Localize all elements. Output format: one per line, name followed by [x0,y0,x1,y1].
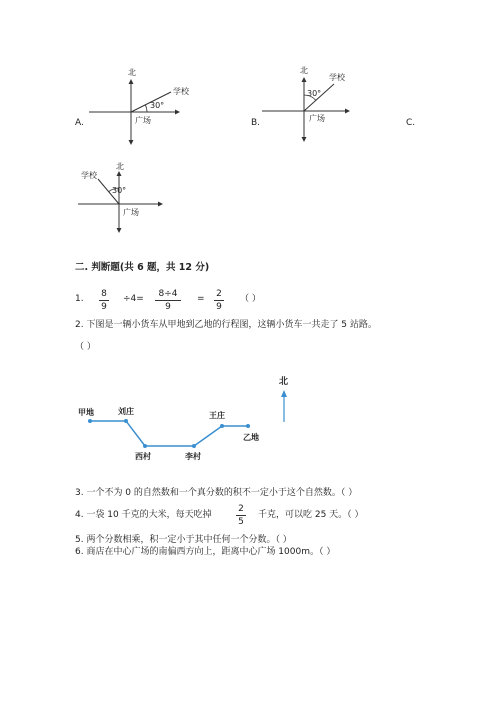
q2-answer-blank[interactable]: （ ） [75,342,96,352]
q2-text: 2. 下图是一辆小货车从甲地到乙地的行程图，这辆小货车一共走了 5 站路。 [75,320,377,330]
north-arrow-head [281,390,287,397]
section-title: 二. 判断题(共 6 题，共 12 分) [75,262,210,273]
angle-label: 30° [150,101,165,110]
numerator: 2 [216,289,222,299]
station-xicun: 西村 [135,452,151,461]
school-label: 学校 [173,87,189,96]
station-dot [246,424,250,428]
q4-fraction [236,504,246,527]
station-dot [220,424,224,428]
denominator: 9 [165,302,171,312]
station-licun: 李村 [185,452,201,461]
q4-text-b: 千克，可以吃 25 天。（ ） [258,510,364,520]
station-dot [124,419,128,423]
north-label: 北 [116,162,124,171]
q1-divide: ÷4= [123,294,144,304]
angle-label: 30° [112,186,127,195]
angle-label: 30° [307,89,322,98]
denominator: 5 [238,517,244,527]
station-wangzhuang: 王庄 [209,411,225,420]
option-c-letter[interactable]: C. [406,118,416,128]
station-dot [192,444,196,448]
question-3: 3. 一个不为 0 的自然数和一个真分数的积不一定小于这个自然数。（ ） [75,488,358,498]
numerator: 2 [238,504,244,514]
station-dot [143,444,147,448]
q1-number: 1. [75,294,84,304]
station-yidi: 乙地 [243,433,259,442]
q1-answer-blank[interactable]: （ ） [240,294,261,304]
route-line [90,421,248,446]
question-5: 5. 两个分数相乘，积一定小于其中任何一个分数。（ ） [75,535,292,545]
north-label: 北 [300,66,308,75]
numerator: 8 [101,289,107,299]
plaza-label: 广场 [135,116,151,125]
option-a-letter[interactable]: A. [75,118,84,128]
station-jiadi: 甲地 [78,408,94,417]
q1-equals: = [197,294,205,304]
station-liuzhuang: 刘庄 [118,407,134,416]
denominator: 9 [101,302,107,312]
plaza-label: 广场 [123,208,139,217]
denominator: 9 [216,302,222,312]
q4-text-a: 4. 一袋 10 千克的大米，每天吃掉 [75,510,212,520]
north-label: 北 [128,68,136,77]
option-b-letter[interactable]: B. [251,118,261,128]
school-label: 学校 [81,171,97,180]
school-label: 学校 [329,73,345,82]
question-6: 6. 商店在中心广场的南偏西方向上，距离中心广场 1000m。（ ） [75,547,336,557]
numerator: 8÷4 [158,289,178,299]
north-label: 北 [279,377,289,387]
station-dot [88,419,92,423]
plaza-label: 广场 [309,114,325,123]
